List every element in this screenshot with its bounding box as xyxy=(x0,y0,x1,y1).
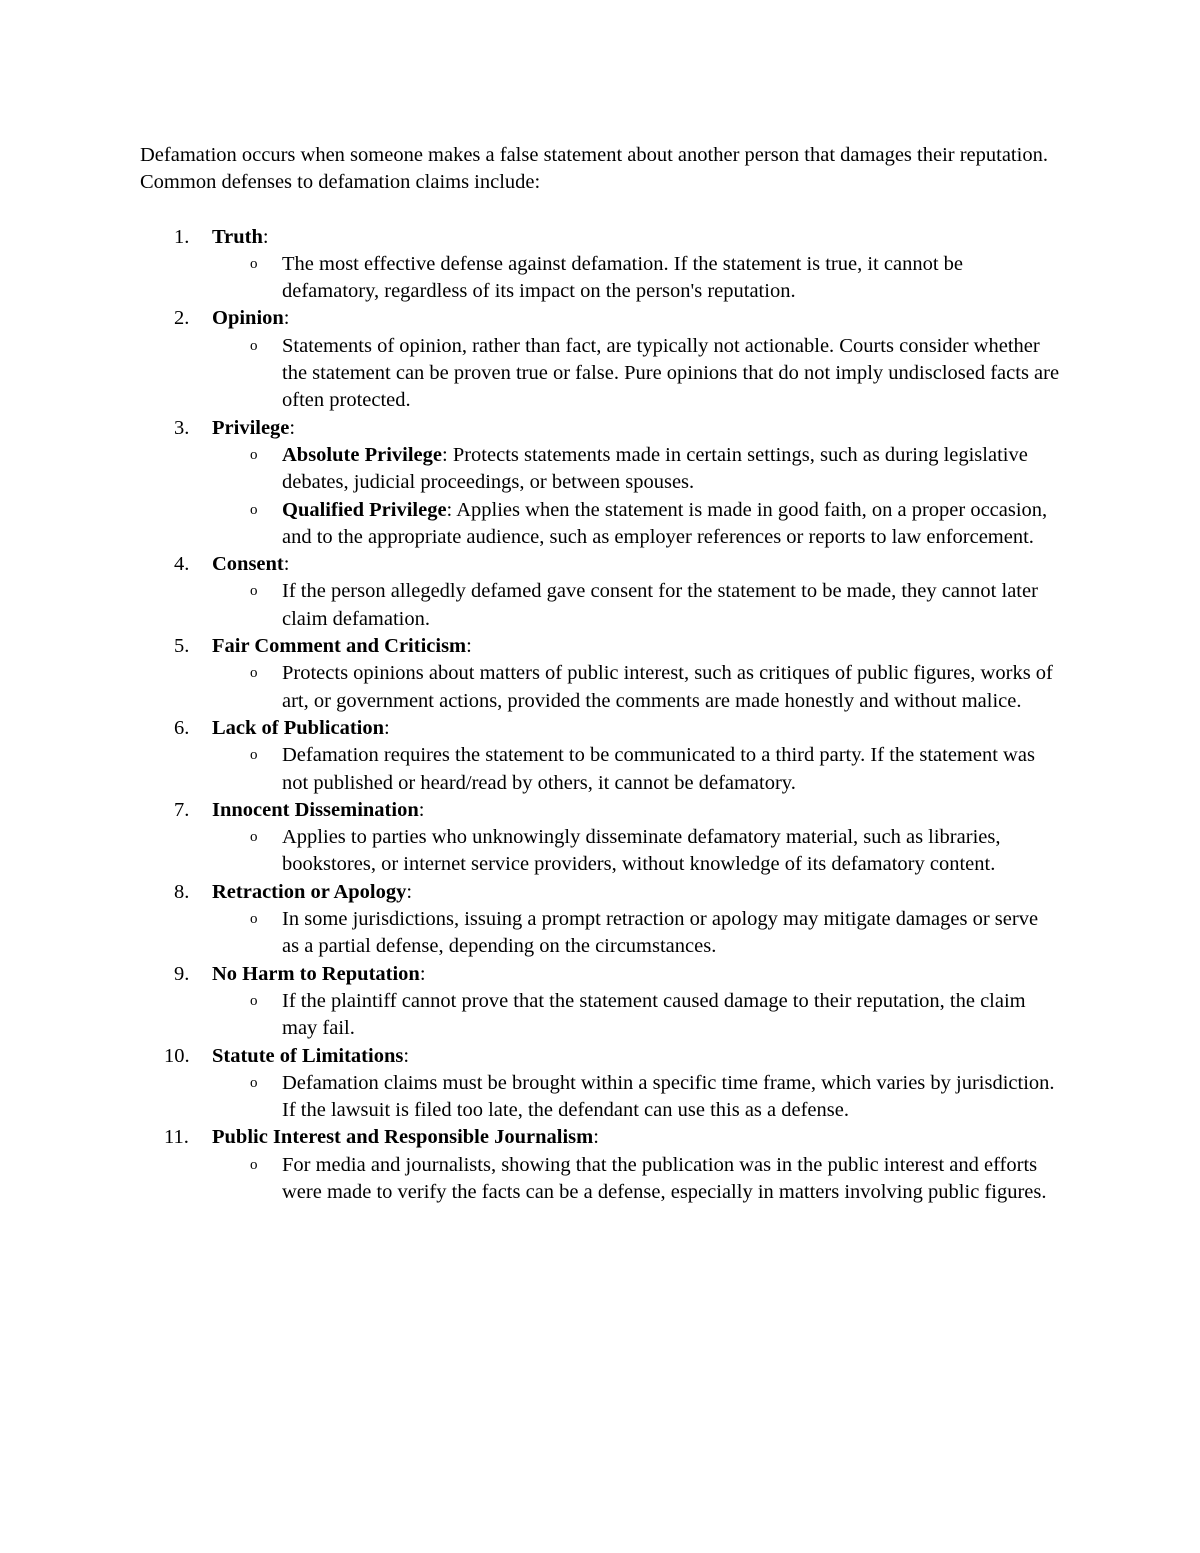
detail-subterm: Qualified Privilege xyxy=(282,498,447,521)
defense-term: Public Interest and Responsible Journalism xyxy=(212,1126,594,1149)
document-page xyxy=(140,142,1060,1206)
item-number: 2. xyxy=(174,307,190,330)
details-list xyxy=(212,660,1060,715)
detail-item xyxy=(212,1152,1060,1207)
detail-item xyxy=(212,660,1060,715)
intro-paragraph: Defamation occurs when someone makes a false statement about another person that damages their reputation. Common defenses to defamation claims include: xyxy=(140,144,1048,194)
defense-term: Opinion xyxy=(212,307,284,330)
details-list xyxy=(212,442,1060,551)
hollow-bullet-icon: o xyxy=(250,911,258,928)
item-number: 1. xyxy=(174,225,190,248)
term-colon: : xyxy=(289,416,296,439)
term-colon: : xyxy=(593,1126,599,1149)
detail-subterm: Absolute Privilege xyxy=(282,443,442,466)
hollow-bullet-icon: o xyxy=(250,992,258,1009)
detail-text: : Protects statements made in certain settings, such as during legislative debates, judicial proceedings, or between spouses. xyxy=(282,443,1028,494)
item-number: 6. xyxy=(174,716,190,739)
defense-item xyxy=(140,879,1060,961)
detail-item xyxy=(212,824,1060,879)
defense-term: Statute of Limitations xyxy=(212,1044,404,1067)
detail-text: The most effective defense against defamation. If the statement is true, it cannot be defamatory, regardless of its impact on the person's reputation. xyxy=(282,252,963,303)
hollow-bullet-icon: o xyxy=(250,583,258,600)
details-list xyxy=(212,251,1060,306)
defenses-list xyxy=(140,224,1060,1207)
term-colon: : xyxy=(419,962,426,985)
defense-item xyxy=(140,224,1060,306)
detail-item xyxy=(212,1070,1060,1125)
defense-term: Fair Comment and Criticism xyxy=(212,635,467,658)
details-list xyxy=(212,578,1060,633)
item-number: 3. xyxy=(174,416,190,439)
detail-text: Applies to parties who unknowingly disseminate defamatory material, such as libraries, bookstores, or internet service providers, without knowledge of its defamatory content. xyxy=(282,826,1001,876)
defense-item xyxy=(140,551,1060,633)
item-number: 11. xyxy=(164,1126,189,1149)
details-list xyxy=(212,988,1060,1043)
term-colon: : xyxy=(466,635,472,658)
detail-item xyxy=(212,442,1060,497)
detail-item xyxy=(212,988,1060,1043)
defense-term: Lack of Publication xyxy=(212,716,384,739)
detail-text: Defamation requires the statement to be communicated to a third party. If the statement was not published or heard/read by others, it cannot be defamatory. xyxy=(282,744,1035,794)
detail-text: For media and journalists, showing that the publication was in the public interest and efforts were made to verify the facts can be a defense, especially in matters involving public figures. xyxy=(282,1153,1047,1203)
details-list xyxy=(212,906,1060,961)
term-colon: : xyxy=(406,880,413,903)
defense-item xyxy=(140,415,1060,551)
item-number: 5. xyxy=(174,635,190,658)
term-colon: : xyxy=(262,225,269,248)
hollow-bullet-icon: o xyxy=(250,829,258,846)
detail-text: In some jurisdictions, issuing a prompt retraction or apology may mitigate damages or serve as a partial defense, depending on the circumstances. xyxy=(282,908,1039,958)
detail-item xyxy=(212,906,1060,961)
defense-item xyxy=(140,961,1060,1043)
hollow-bullet-icon: o xyxy=(250,501,258,518)
defense-item xyxy=(140,1124,1060,1206)
details-list xyxy=(212,1070,1060,1125)
term-colon: : xyxy=(403,1044,410,1067)
defense-item xyxy=(140,305,1060,414)
hollow-bullet-icon: o xyxy=(250,747,258,764)
detail-text: If the person allegedly defamed gave consent for the statement to be made, they cannot later claim defamation. xyxy=(282,580,1038,630)
item-number: 4. xyxy=(174,553,190,576)
details-list xyxy=(212,742,1060,797)
hollow-bullet-icon: o xyxy=(250,446,258,463)
detail-item xyxy=(212,578,1060,633)
detail-item xyxy=(212,742,1060,797)
hollow-bullet-icon: o xyxy=(250,337,258,354)
defense-item xyxy=(140,633,1060,715)
item-number: 8. xyxy=(174,880,190,903)
detail-item xyxy=(212,497,1060,552)
hollow-bullet-icon: o xyxy=(250,255,258,272)
details-list xyxy=(212,824,1060,879)
detail-text: : Applies when the statement is made in good faith, on a proper occasion, and to the appropriate audience, such as employer references or reports to law enforcement. xyxy=(282,498,1048,548)
item-number: 9. xyxy=(174,962,190,985)
defense-term: Innocent Dissemination xyxy=(212,798,419,821)
detail-text: Defamation claims must be brought within a specific time frame, which varies by jurisdiction. If the lawsuit is filed too late, the defendant can use this as a defense. xyxy=(282,1071,1055,1122)
details-list xyxy=(212,1152,1060,1207)
term-colon: : xyxy=(283,307,290,330)
detail-text: If the plaintiff cannot prove that the statement caused damage to their reputation, the claim may fail. xyxy=(282,989,1026,1040)
detail-text: Statements of opinion, rather than fact, are typically not actionable. Courts consider whether the statement can be proven true or false. Pure opinions that do not imply undisclosed facts are often protected. xyxy=(282,334,1060,412)
hollow-bullet-icon: o xyxy=(250,1156,258,1173)
defense-item xyxy=(140,797,1060,879)
defense-term: Privilege xyxy=(212,416,290,439)
hollow-bullet-icon: o xyxy=(250,1074,258,1091)
detail-text: Protects opinions about matters of public interest, such as critiques of public figures, works of art, or government actions, provided the comments are made honestly and without malice. xyxy=(282,662,1053,712)
hollow-bullet-icon: o xyxy=(250,665,258,682)
defense-item xyxy=(140,1043,1060,1125)
detail-item xyxy=(212,251,1060,306)
term-colon: : xyxy=(418,798,425,821)
detail-item xyxy=(212,333,1060,415)
term-colon: : xyxy=(384,716,390,739)
defense-term: No Harm to Reputation xyxy=(212,962,420,985)
defense-term: Truth xyxy=(212,225,263,248)
defense-term: Consent xyxy=(212,553,284,576)
item-number: 7. xyxy=(174,798,190,821)
item-number: 10. xyxy=(164,1044,190,1067)
defense-item xyxy=(140,715,1060,797)
defense-term: Retraction or Apology xyxy=(212,880,407,903)
term-colon: : xyxy=(283,553,290,576)
details-list xyxy=(212,333,1060,415)
